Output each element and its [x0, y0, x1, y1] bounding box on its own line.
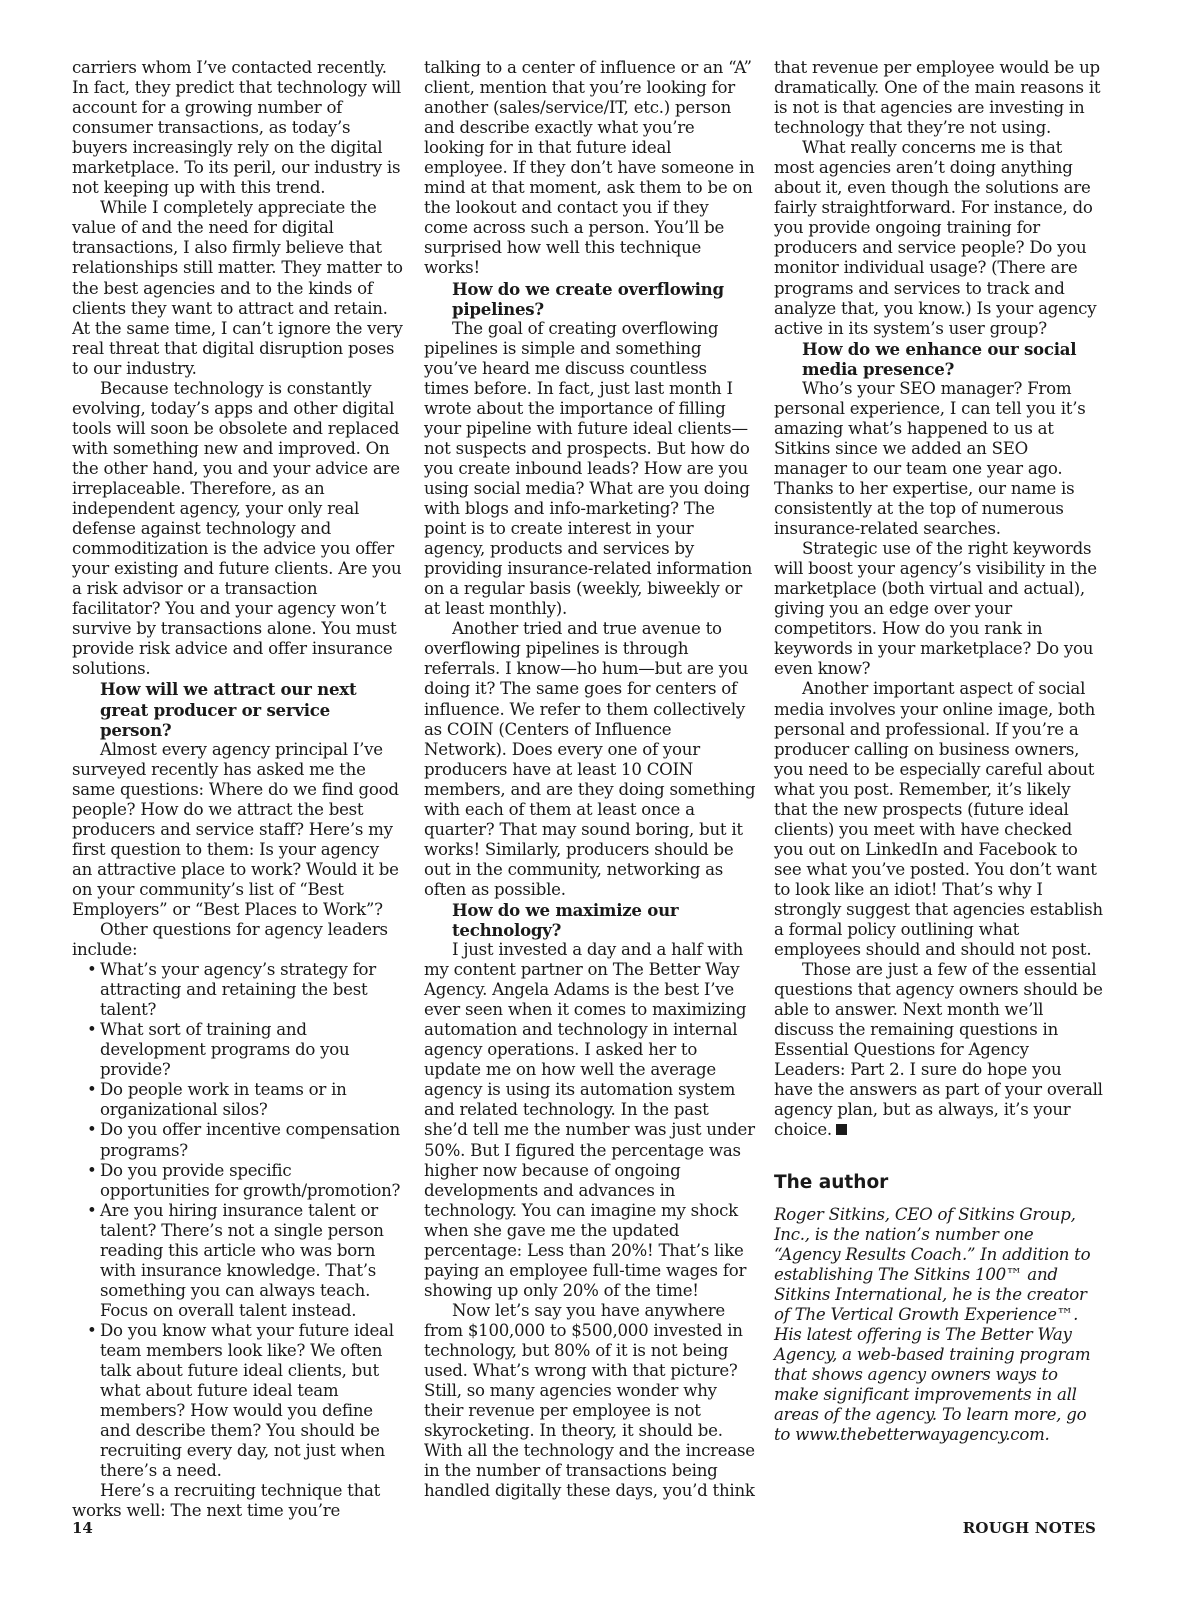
bullet-icon: • [87, 1120, 97, 1140]
bullet-icon: • [87, 1200, 97, 1220]
article-column-2 [424, 58, 756, 1501]
section-heading: How will we attract our next great producer or service person? [100, 679, 357, 740]
publication-name: ROUGH NOTES [962, 1519, 1096, 1537]
paragraph: Here’s a recruiting technique that works well: The next time you’re [72, 1481, 381, 1521]
paragraph: carriers whom I’ve contacted recently. In fact, they predict that technology will account for a growing number of consumer transactions, as today’s buyers increasingly rely on the digital marketplace. To its peril, our industry is not keeping up with this trend. [72, 58, 401, 198]
bullet-icon: • [87, 960, 97, 980]
paragraph: talking to a center of influence or an “A” client, mention that you’re looking for another (sales/service/IT, etc.) person and describe exactly what you’re looking for in that future ideal employee. If they don’t have someone in mind at that moment, ask them to be on the lookout and contact you if they come across such a person. You’ll be surprised how well this technique works! [424, 58, 755, 278]
section-heading: How do we enhance our social media presence? [802, 338, 1077, 379]
paragraph: Other questions for agency leaders include: [72, 920, 388, 960]
article-column-1 [72, 58, 404, 1521]
list-item: • What sort of training and development programs do you provide? [87, 1020, 350, 1080]
bullet-icon: • [87, 1080, 97, 1100]
closing-paragraph: Those are just a few of the essential questions that agency owners should be able to answer. Next month we’ll discuss the remaining questions in Essential Questions for Agency Leaders: Part 2. I sure do hope you have the answers as part of your overall agency plan, but as always, it’s your choice. [774, 960, 1103, 1140]
bullet-icon: • [87, 1020, 97, 1040]
bullet-icon: • [87, 1160, 97, 1180]
paragraph: Strategic use of the right keywords will boost your agency’s visibility in the marketplace (both virtual and actual), giving you an edge over your competitors. How do you rank in keywords in your marketplace? Do you even know? [774, 539, 1097, 679]
section-heading: How do we create overflowing pipelines? [452, 278, 724, 319]
paragraph: Another important aspect of social media involves your online image, both personal and professional. If you’re a producer calling on business owners, you need to be especially careful about what you post. Remember, it’s likely that the new prospects (future ideal clients) you meet with have checked you out on LinkedIn and Facebook to see what you’ve posted. You don’t want to look like an idiot! That’s why I strongly suggest that agencies establish a formal policy outlining what employees should and should not post. [774, 679, 1103, 960]
paragraph: that revenue per employee would be up dramatically. One of the main reasons it is not is that agencies are investing in technology that they’re not using. [774, 58, 1101, 138]
list-item: • What’s your agency’s strategy for attracting and retaining the best talent? [87, 960, 376, 1020]
article-column-3 [774, 58, 1104, 1445]
paragraph: While I completely appreciate the value of and the need for digital transactions, I also firmly believe that relationships still matter. They matter to the best agencies and to the kinds of clients they want to attract and retain. At the same time, I can’t ignore the very real threat that digital disruption poses to our industry. [72, 198, 403, 378]
list-item: • Do you know what your future ideal team members look like? We often talk about future ideal clients, but what about future ideal team members? How would you define and describe them? You should be recruiting every day, not just when there’s a need. [87, 1320, 394, 1481]
list-item: • Do people work in teams or in organizational silos? [87, 1080, 347, 1120]
list-item: • Do you provide specific opportunities for growth/promotion? [87, 1160, 401, 1200]
end-mark-icon [836, 1124, 847, 1135]
paragraph: Because technology is constantly evolving, today’s apps and other digital tools will soon be obsolete and replaced with something new and improved. On the other hand, you and your advice are irreplaceable. Therefore, as an independent agency, your only real defense against technology and commoditization is the advice you offer your existing and future clients. Are you a risk advisor or a transaction facilitator? You and your agency won’t survive by transactions alone. You must provide risk advice and offer insurance solutions. [72, 378, 402, 679]
list-item: • Do you offer incentive compensation programs? [87, 1120, 400, 1160]
paragraph: Another tried and true avenue to overflowing pipelines is through referrals. I know—ho hum—but are you doing it? The same goes for centers of influence. We refer to them collectively as COIN (Centers of Influence Network). Does every one of your producers have at least 10 COIN members, and are they doing something with each of them at least once a quarter? That may sound boring, but it works! Similarly, producers should be out in the community, networking as often as possible. [424, 619, 756, 899]
question-list [72, 960, 404, 1481]
paragraph: I just invested a day and a half with my content partner on The Better Way Agency. Angela Adams is the best I’ve ever seen when it comes to maximizing automation and technology in internal agency operations. I asked her to update me on how well the average agency is using its automation system and related technology. In the past she’d tell me the number was just under 50%. But I figured the percentage was higher now because of ongoing developments and advances in technology. You can imagine my shock when she gave me the updated percentage: Less than 20%! That’s like paying an employee full-time wages for showing up only 20% of the time! [424, 940, 755, 1300]
section-heading: How do we maximize our technology? [452, 899, 679, 941]
paragraph: Almost every agency principal I’ve surveyed recently has asked me the same questions: Where do we find good people? How do we attract the best producers and service staff? Here’s my first question to them: Is your agency an attractive place to work? Would it be on your community’s list of “Best Employers” or “Best Places to Work”? [72, 739, 399, 919]
paragraph: The goal of creating overflowing pipelines is simple and something you’ve heard me discuss countless times before. In fact, just last month I wrote about the importance of filling your pipeline with future ideal clients—not suspects and prospects. But how do you create inbound leads? How are you using social media? What are you doing with blogs and info-marketing? The point is to create interest in your agency, products and services by providing insurance-related information on a regular basis (weekly, biweekly or at least monthly). [424, 318, 753, 619]
paragraph: What really concerns me is that most agencies aren’t doing anything about it, even though the solutions are fairly straightforward. For instance, do you provide ongoing training for producers and service people? Do you monitor individual usage? (There are programs and services to track and analyze that, you know.) Is your agency active in its system’s user group? [774, 138, 1097, 338]
author-heading: The author [774, 1171, 889, 1193]
paragraph: Now let’s say you have anywhere from $100,000 to $500,000 invested in technology, but 80% of it is not being used. What’s wrong with that picture? Still, so many agencies wonder why their revenue per employee is not skyrocketing. In theory, it should be. With all the technology and the increase in the number of transactions being handled digitally these days, you’d think [424, 1300, 755, 1501]
paragraph: Who’s your SEO manager? From personal experience, I can tell you it’s amazing what’s happened to us at Sitkins since we added an SEO manager to our team one year ago. Thanks to her expertise, our name is consistently at the top of numerous insurance-related searches. [774, 378, 1086, 539]
page-number: 14 [72, 1519, 93, 1537]
bullet-icon: • [87, 1320, 97, 1340]
list-item: • Are you hiring insurance talent or talent? There’s not a single person reading this article who was born with insurance knowledge. That’s something you can always teach. Focus on overall talent instead. [87, 1200, 384, 1320]
author-bio: Roger Sitkins, CEO of Sitkins Group, Inc., is the nation’s number one “Agency Results Coach.” In addition to establishing The Sitkins 100™ and Sitkins International, he is the creator of The Vertical Growth Experience™. His latest offering is The Better Way Agency, a web-based training program that shows agency owners ways to make significant improvements in all areas of the agency. To learn more, go to www.thebetterwayagency.com. [774, 1204, 1091, 1445]
